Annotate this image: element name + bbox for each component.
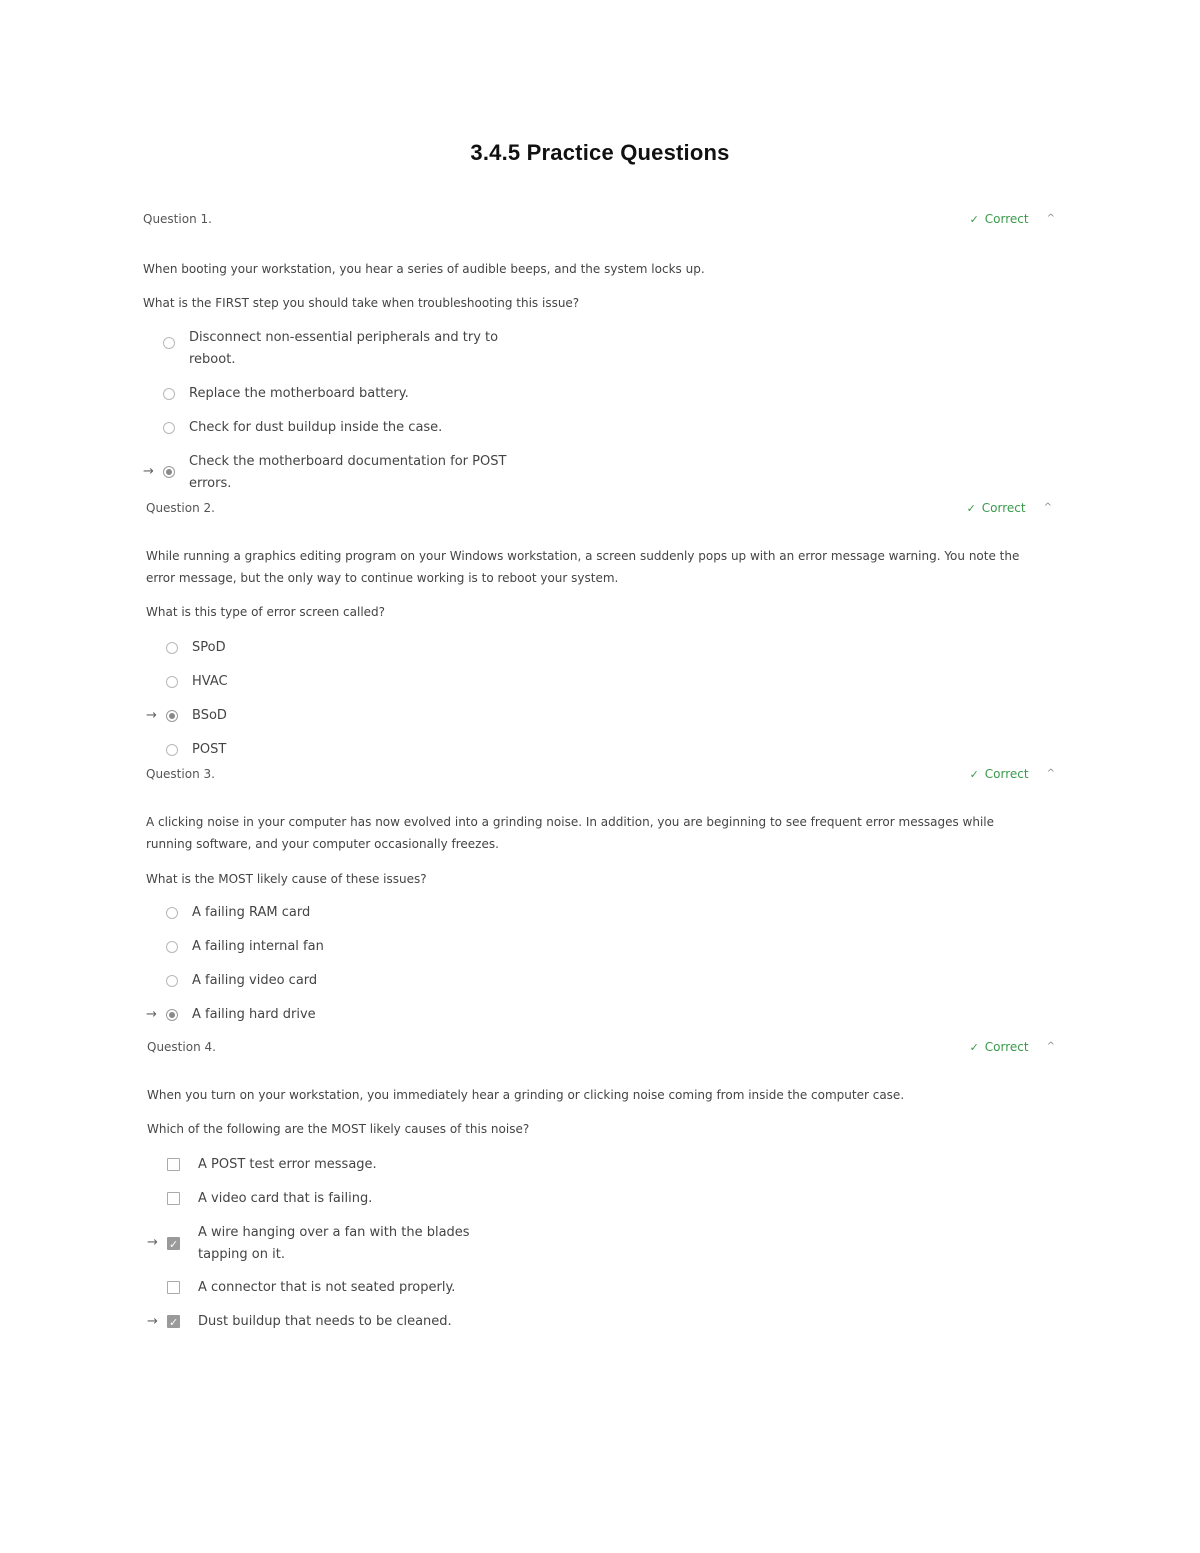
radio-button[interactable] — [166, 975, 178, 987]
option[interactable] — [147, 1277, 518, 1299]
chevron-up-icon[interactable]: ^ — [1046, 212, 1055, 224]
radio-button[interactable] — [166, 907, 178, 919]
radio-button[interactable] — [163, 388, 175, 400]
option-label: Check for dust buildup inside the case. — [189, 420, 443, 435]
checkbox[interactable] — [167, 1158, 180, 1171]
status-badge[interactable] — [970, 1040, 1055, 1054]
option-label: HVAC — [192, 674, 228, 689]
status-text: Correct — [981, 501, 1026, 515]
status-badge[interactable] — [970, 212, 1055, 226]
option-label: A failing RAM card — [192, 905, 311, 920]
option[interactable] — [146, 705, 512, 727]
option-label: A failing video card — [192, 973, 318, 988]
option-label: A wire hanging over a fan with the blades tapping on it. — [198, 1225, 470, 1262]
option-label: A POST test error message. — [198, 1157, 377, 1172]
question-label: Question 2. — [146, 501, 215, 515]
status-badge[interactable] — [967, 501, 1052, 515]
question-2 — [0, 501, 1200, 757]
option[interactable] — [146, 902, 512, 924]
check-icon: ✓ — [969, 212, 979, 226]
option[interactable] — [143, 451, 509, 495]
option-label: Disconnect non-essential peripherals and try to reboot. — [189, 330, 499, 367]
radio-button[interactable] — [163, 466, 175, 478]
option-label: Check the motherboard documentation for POST errors. — [189, 454, 507, 491]
radio-button[interactable] — [166, 1009, 178, 1021]
option-label: A failing hard drive — [192, 1007, 316, 1022]
status-text: Correct — [984, 767, 1029, 781]
option[interactable] — [147, 1154, 518, 1176]
status-badge[interactable] — [970, 767, 1055, 781]
radio-button[interactable] — [166, 642, 178, 654]
option[interactable] — [147, 1188, 518, 1210]
option-label: A video card that is failing. — [198, 1191, 373, 1206]
option[interactable] — [143, 383, 509, 405]
chevron-up-icon[interactable]: ^ — [1046, 767, 1055, 779]
check-icon: ✓ — [969, 1040, 979, 1054]
page-title: 3.4.5 Practice Questions — [470, 140, 730, 165]
question-prompt: What is the MOST likely cause of these issues? — [146, 872, 427, 886]
status-text: Correct — [984, 1040, 1029, 1054]
radio-button[interactable] — [166, 744, 178, 756]
checkbox[interactable] — [167, 1315, 180, 1328]
option[interactable] — [146, 970, 512, 992]
check-icon: ✓ — [966, 501, 976, 515]
option-label: Replace the motherboard battery. — [189, 386, 409, 401]
checkbox[interactable] — [167, 1192, 180, 1205]
question-prompt: What is this type of error screen called? — [146, 605, 386, 619]
question-text: When booting your workstation, you hear a series of audible beeps, and the system locks up. — [143, 262, 705, 276]
radio-button[interactable] — [163, 422, 175, 434]
chevron-up-icon[interactable]: ^ — [1046, 1040, 1055, 1052]
check-icon: ✓ — [969, 767, 979, 781]
option[interactable] — [146, 739, 512, 761]
question-3 — [0, 767, 1200, 1022]
option-label: SPoD — [192, 640, 226, 655]
question-1 — [0, 212, 1200, 491]
arrow-right-icon: → — [147, 1235, 158, 1250]
checkbox[interactable] — [167, 1237, 180, 1250]
question-label: Question 1. — [143, 212, 212, 226]
option[interactable] — [146, 936, 512, 958]
option[interactable] — [147, 1222, 498, 1266]
status-text: Correct — [984, 212, 1029, 226]
chevron-up-icon[interactable]: ^ — [1043, 501, 1052, 513]
arrow-right-icon: → — [146, 708, 157, 723]
radio-button[interactable] — [163, 337, 175, 349]
option[interactable] — [146, 637, 512, 659]
arrow-right-icon: → — [146, 1007, 157, 1022]
question-text: While running a graphics editing program on your Windows workstation, a screen suddenly pops up with an error message warning. You note the error message, but the only way to continue working is to reboot your system. — [146, 549, 1020, 585]
question-prompt: Which of the following are the MOST likely causes of this noise? — [147, 1122, 530, 1136]
question-text: A clicking noise in your computer has now evolved into a grinding noise. In addition, you are beginning to see frequent error messages while running software, and your computer occasionally freezes. — [146, 815, 994, 851]
radio-button[interactable] — [166, 941, 178, 953]
option[interactable] — [147, 1311, 518, 1333]
question-4 — [0, 1040, 1200, 1329]
option[interactable] — [143, 327, 509, 371]
option-label: POST — [192, 742, 227, 757]
option[interactable] — [146, 1004, 512, 1026]
arrow-right-icon: → — [147, 1314, 158, 1329]
arrow-right-icon: → — [143, 464, 154, 479]
option[interactable] — [143, 417, 509, 439]
question-text: When you turn on your workstation, you immediately hear a grinding or clicking noise coming from inside the computer case. — [147, 1088, 905, 1102]
option-label: A failing internal fan — [192, 939, 324, 954]
option-label: A connector that is not seated properly. — [198, 1280, 456, 1295]
question-label: Question 3. — [146, 767, 215, 781]
radio-button[interactable] — [166, 676, 178, 688]
option[interactable] — [146, 671, 512, 693]
checkbox[interactable] — [167, 1281, 180, 1294]
option-label: BSoD — [192, 708, 227, 723]
radio-button[interactable] — [166, 710, 178, 722]
question-label: Question 4. — [147, 1040, 216, 1054]
question-prompt: What is the FIRST step you should take when troubleshooting this issue? — [143, 296, 580, 310]
option-label: Dust buildup that needs to be cleaned. — [198, 1314, 452, 1329]
